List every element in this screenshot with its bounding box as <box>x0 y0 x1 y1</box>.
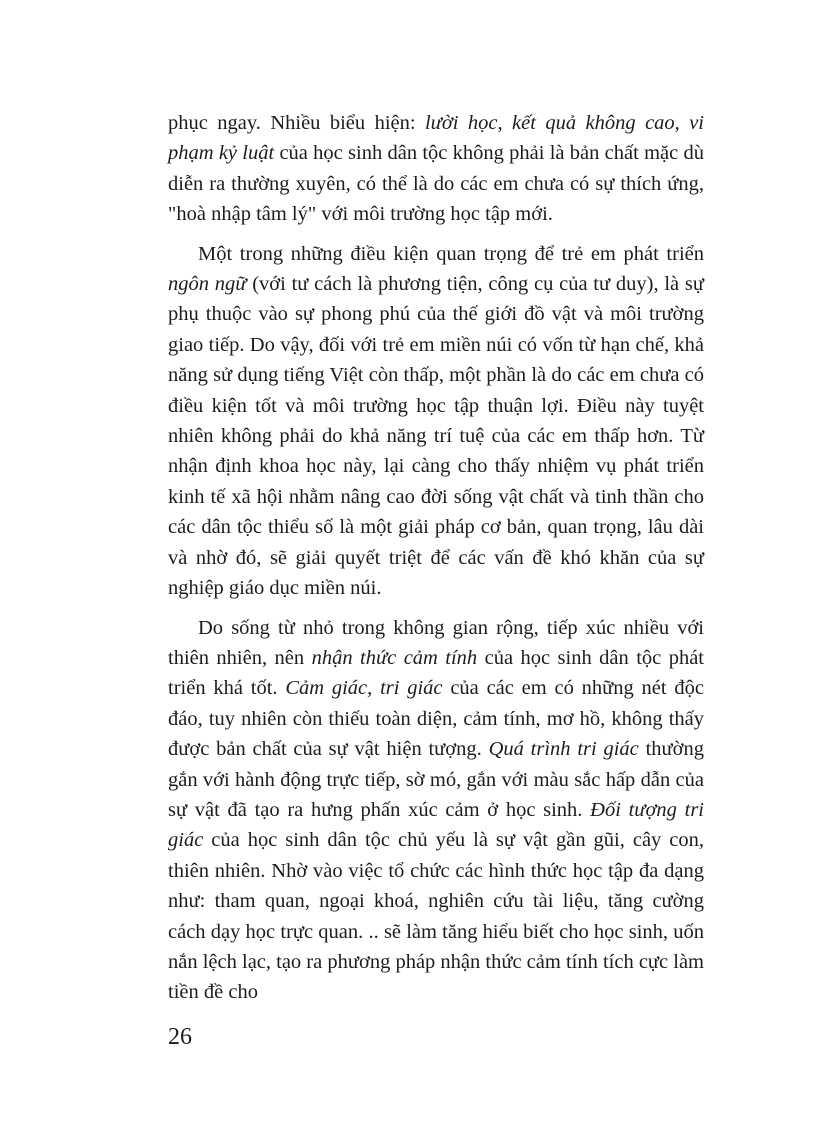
italic-run: lười học, kết quả không cao, vi phạm kỷ luật <box>168 112 705 165</box>
text-run: thường gắn với hành động trực tiếp, sờ mó, gắn với màu sắc hấp dẫn của sự vật đã tạo ra hưng phấn xúc cảm ở học sinh. <box>168 738 704 821</box>
text-run: (với tư cách là phương tiện, công cụ của tư duy), là sự phụ thuộc vào sự phong phú của thế giới đồ vật và môi trường giao tiếp. Do vậy, đối với trẻ em miền núi có vốn từ hạn chế, khả năng sử dụng tiếng Việt còn thấp, một phần là do các em chưa có điều kiện tốt và môi trường học tập thuận lợi. Điều này tuyệt nhiên không phải do khả năng trí tuệ của các em thấp hơn. Từ nhận định khoa học này, lại càng cho thấy nhiệm vụ phát triển kinh tế xã hội nhằm nâng cao đời sống vật chất và tinh thần cho các dân tộc thiểu số là một giải pháp cơ bản, quan trọng, lâu dài và nhờ đó, sẽ giải quyết triệt để các vấn đề khó khăn của sự nghiệp giáo dục miền núi. <box>168 273 704 600</box>
italic-run: Cảm giác, tri giác <box>285 677 443 700</box>
text-run: của học sinh dân tộc không phải là bản chất mặc dù diễn ra thường xuyên, có thể là do các em chưa có sự thích ứng, "hoà nhập tâm lý" với môi trường học tập mới. <box>168 142 704 226</box>
text-run: Một trong những điều kiện quan trọng để trẻ em phát triển <box>198 242 704 265</box>
page-body <box>168 108 704 1017</box>
italic-run: ngôn ngữ <box>168 273 247 296</box>
text-run: phục ngay. Nhiều biểu hiện: <box>168 112 425 134</box>
italic-run: Đối tượng tri giác <box>168 798 704 852</box>
italic-run: Quá trình tri giác <box>488 738 639 761</box>
text-run: của học sinh dân tộc chủ yếu là sự vật gần gũi, cây con, thiên nhiên. Nhờ vào việc tổ chức các hình thức học tập đa dạng như: tham quan, ngoại khoá, nghiên cứu tài liệu, tăng cường cách dạy học trực quan. .. sẽ làm tăng hiểu biết cho học sinh, uốn nắn lệch lạc, tạo ra phương pháp nhận thức cảm tính tích cực làm tiền đề cho <box>168 829 704 1004</box>
text-run: của các em có những nét độc đáo, tuy nhiên còn thiếu toàn diện, cảm tính, mơ hồ, không thấy được bản chất của sự vật hiện tượng. <box>168 677 704 761</box>
text-run: của học sinh dân tộc phát triển khá tốt. <box>168 646 704 700</box>
page-number: 26 <box>168 1024 192 1050</box>
paragraph-2 <box>168 239 704 604</box>
paragraph-3 <box>168 613 704 1008</box>
text-run: Do sống từ nhỏ trong không gian rộng, tiếp xúc nhiều với thiên nhiên, nên <box>168 616 704 669</box>
italic-run: nhận thức cảm tính <box>311 646 478 669</box>
paragraph-1 <box>168 108 704 230</box>
